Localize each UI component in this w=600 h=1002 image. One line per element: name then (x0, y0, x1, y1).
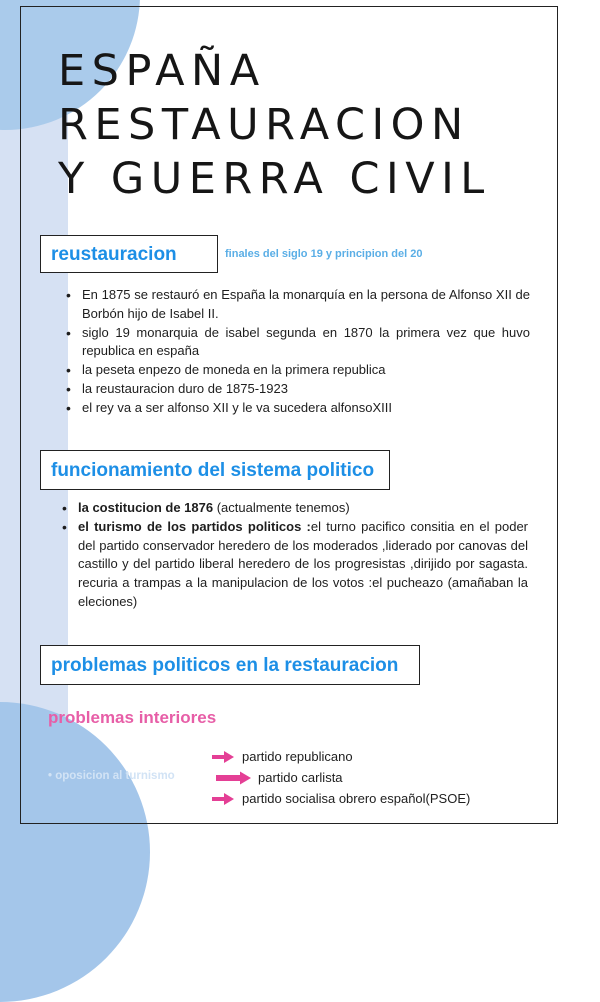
list-item (214, 767, 470, 788)
list-item: • la peseta enpezo de moneda en la primera republica (66, 361, 530, 380)
bullet-text: (actualmente tenemos) (213, 500, 350, 515)
bullet-text: el turno pacifico consitia en el poder del partido conservador heredero de los moderados ,liderado por canovas del castillo y del partido liberal heredero de los progresistas ,dirijido por sagasta. recuria a trampas a la manipulacion de los votos :el pucheazo (amañaban la eleciones) (78, 518, 529, 609)
oposicion-turnismo-bullet: • oposicion al turnismo (48, 770, 175, 782)
title-line-1: ESPAÑA (58, 46, 266, 96)
page-title (58, 44, 491, 206)
list-item: • la reustauracion duro de 1875-1923 (66, 380, 530, 399)
list-item (210, 788, 470, 809)
partido-label: partido republicano (242, 749, 353, 764)
list-item (210, 746, 470, 767)
partidos-list (210, 746, 470, 809)
list-item (62, 518, 528, 612)
section-heading-problemas-politicos: problemas politicos en la restauracion (40, 645, 420, 685)
title-line-3: Y GUERRA CIVIL (58, 154, 491, 204)
partido-label: partido carlista (258, 770, 343, 785)
list-item: • el rey va a ser alfonso XII y le va sucedera alfonsoXIII (66, 399, 530, 418)
arrow-right-icon (210, 750, 236, 764)
list-item: • siglo 19 monarquia de isabel segunda en 1870 la primera vez que huvo republica en españa (66, 324, 530, 362)
title-line-2: RESTAURACION (58, 100, 470, 150)
sistema-politico-bullet-list (62, 499, 528, 612)
section-note: finales del siglo 19 y principion del 20 (225, 248, 423, 260)
arrow-right-icon (214, 771, 252, 785)
restauracion-bullet-list (66, 286, 530, 418)
bullet-bold-text: la costitucion de 1876 (78, 500, 214, 515)
list-item: • En 1875 se restauró en España la monarquía en la persona de Alfonso XII de Borbón hijo de Isabel II. (66, 286, 530, 324)
section-heading-sistema-politico: funcionamiento del sistema politico (40, 450, 390, 490)
partido-label: partido socialisa obrero español(PSOE) (242, 791, 471, 806)
bullet-bold-text: el turismo de los partidos politicos : (78, 518, 311, 534)
arrow-right-icon (210, 792, 236, 806)
list-item (62, 499, 528, 518)
section-heading-restauracion: reustauracion (40, 235, 218, 273)
problemas-interiores-heading: problemas interiores (48, 708, 217, 727)
